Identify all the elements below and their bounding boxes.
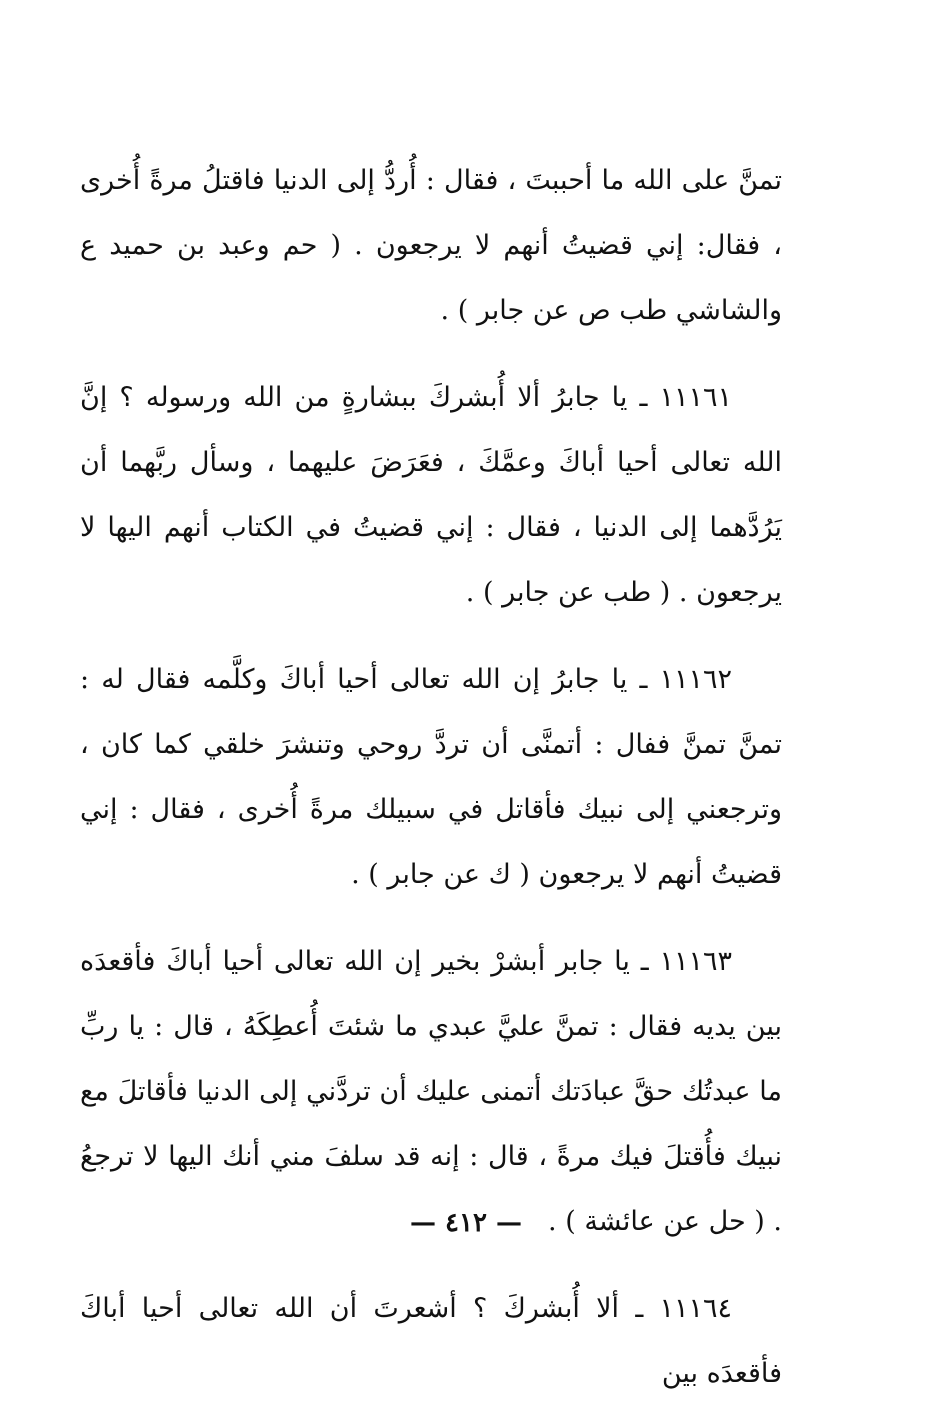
hadith-11164: [80, 1276, 782, 1406]
paragraph-text: ١١١٦٤ ـ ألا أُبشركَ ؟ أشعرتَ أن الله تعالى أحيا أباكَ فأقعدَه بين: [80, 1293, 782, 1389]
paragraph-text: ١١١٦١ ـ يا جابرُ ألا أُبشركَ ببشارةٍ من الله ورسوله ؟ إنَّ الله تعالى أحيا أباكَ وعمَّكَ ، فعَرَضَ عليهما ، وسأل ربَّهما أن يَرُدَّهما إلى الدنيا ، فقال : إني قضيتُ في الكتاب أنهم اليها لا يرجعون . ( طب عن جابر ) .: [80, 382, 782, 608]
page-number: — ٤١٢ —: [409, 1208, 523, 1238]
paragraph-text: ١١١٦٣ ـ يا جابر أبشرْ بخير إن الله تعالى أحيا أباكَ فأقعدَه بين يديه فقال : تمنَّ عليَّ عبدي ما شئتَ أُعطِكَهُ ، قال : يا ربِّ ما عبدتُك حقَّ عبادَتك أتمنى عليك أن تردَّني إلى الدنيا فأقاتلَ مع نبيك فأُقتلَ فيك مرةً ، قال : إنه قد سلفَ مني أنك اليها لا ترجعُ . ( حل عن عائشة ) .: [80, 946, 782, 1237]
paragraph-continuation: [80, 148, 782, 343]
hadith-11161: [80, 365, 782, 625]
paragraph-text: ١١١٦٢ ـ يا جابرُ إن الله تعالى أحيا أباكَ وكلَّمه فقال له : تمنَّ تمنَّ ففال : أتمنَّى أن تردَّ روحي وتنشرَ خلقي كما كان ، وترجعني إلى نبيك فأقاتل في سبيلك مرةً أُخرى ، فقال : إني قضيتُ أنهم لا يرجعون ( ك عن جابر ) .: [80, 664, 782, 890]
paragraph-text: تمنَّ على الله ما أحببتَ ، فقال : أُردُّ إلى الدنيا فاقتلُ مرةً أُخرى ، فقال: إني قضيتُ أنهم لا يرجعون . ( حم وعبد بن حميد ع والشاشي طب ص عن جابر ) .: [80, 165, 782, 326]
hadith-11163: [80, 929, 782, 1254]
hadith-11162: [80, 647, 782, 907]
